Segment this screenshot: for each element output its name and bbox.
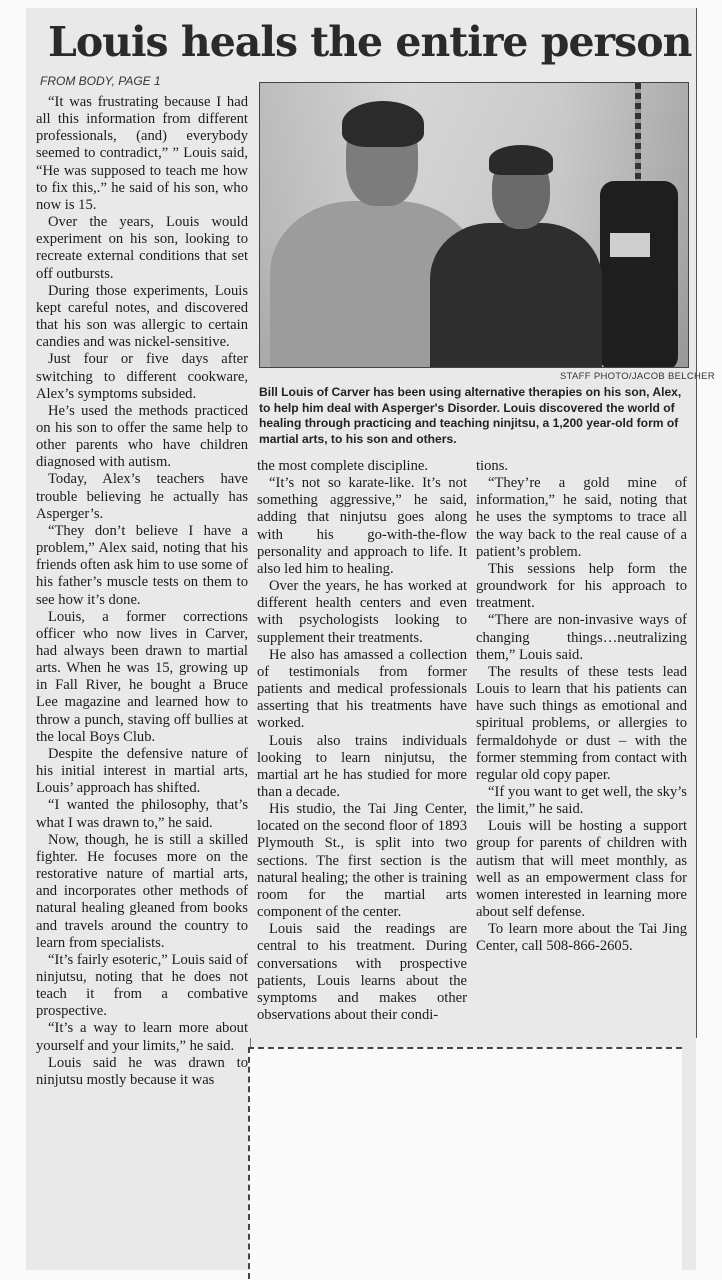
father-hair bbox=[489, 145, 553, 175]
paragraph: Now, though, he is still a skilled fighter. He focuses more on the restorative nature of martial arts, and incorporates other methods of natural healing gleaned from books and travels around the country to learn from specialists. bbox=[36, 831, 248, 951]
son-hair bbox=[342, 101, 424, 147]
paragraph: Despite the defensive nature of his initial interest in martial arts, Louis’ approach has shifted. bbox=[36, 745, 248, 797]
paragraph: Louis also trains individuals looking to learn ninjutsu, the martial art he has studied for more than a decade. bbox=[257, 732, 467, 800]
bag-label bbox=[610, 233, 650, 257]
paragraph: Louis, a former corrections officer who now lives in Carver, had always been drawn to martial arts. When he was 15, growing up in Fall River, he bought a Bruce Lee magazine and learned how to throw a punch, staving off bullies at the local Boys Club. bbox=[36, 608, 248, 745]
paragraph: Louis said the readings are central to his treatment. During conversations with prospective patients, Louis learns about the symptoms and makes other observations about their condi- bbox=[257, 921, 467, 1023]
paragraph: “If you want to get well, the sky’s the limit,” he said. bbox=[476, 783, 687, 818]
paragraph: His studio, the Tai Jing Center, located on the second floor of 1893 Plymouth St., is split into two sections. The first section is the natural healing; the other is training room for the martial arts component of the center. bbox=[257, 801, 467, 921]
photo-caption: Bill Louis of Carver has been using alternative therapies on his son, Alex, to help him deal with Asperger's Disorder. Louis discovered the world of healing through practicing and teaching ninjitsu, a 1,200 year-old form of martial arts, to his son and others. bbox=[259, 385, 682, 446]
paragraph: This sessions help form the groundwork for his approach to treatment. bbox=[476, 560, 687, 612]
paragraph: “They don’t believe I have a problem,” Alex said, noting that his friends often ask him to use some of his father’s muscle tests on them to see how it’s done. bbox=[36, 522, 248, 608]
headline: Louis heals the entire person bbox=[48, 18, 692, 66]
paragraph: Over the years, he has worked at different health centers and even with psychologists looking to supplement their treatments. bbox=[257, 578, 467, 646]
paragraph: To learn more about the Tai Jing Center, call 508-866-2605. bbox=[476, 921, 687, 955]
paragraph: Over the years, Louis would experiment on his son, looking to recreate external conditions that set off outbursts. bbox=[36, 214, 248, 282]
article-column-2 bbox=[257, 458, 467, 1024]
paragraph: Louis will be hosting a support group for parents of children with autism that will meet monthly, as well as an empowerment class for women interested in learning more about self defense. bbox=[476, 818, 687, 921]
punching-bag bbox=[600, 181, 678, 368]
paragraph: “It’s fairly esoteric,” Louis said of ninjutsu, noting that he does not teach it from a combative prospective. bbox=[36, 951, 248, 1020]
paragraph: “There are non-invasive ways of changing things…neutralizing them,” Louis said. bbox=[476, 612, 687, 663]
paragraph: Louis said he was drawn to ninjutsu mostly because it was bbox=[36, 1054, 248, 1088]
jump-line: FROM BODY, PAGE 1 bbox=[40, 74, 161, 88]
paragraph: “It’s a way to learn more about yourself and your limits,” he said. bbox=[36, 1020, 248, 1054]
bag-chain bbox=[635, 83, 641, 183]
paragraph: “I wanted the philosophy, that’s what I was drawn to,” he said. bbox=[36, 797, 248, 831]
photo-credit: STAFF PHOTO/JACOB BELCHER bbox=[560, 371, 715, 382]
paragraph: tions. bbox=[476, 458, 509, 474]
paragraph: “It’s not so karate-like. It’s not something aggressive,” he said, adding that ninjutsu goes along with his go-with-the-flow personality and approach to life. It also led him to healing. bbox=[257, 475, 467, 577]
paragraph: The results of these tests lead Louis to learn that his patients can have such things as emotional and spiritual problems, or allergies to fermaldohyde or dust – with the former stemming from contact with regular old copy paper. bbox=[476, 663, 687, 783]
article-column-3 bbox=[476, 458, 687, 956]
father-figure bbox=[430, 223, 602, 368]
paragraph: the most complete discipline. bbox=[257, 458, 429, 474]
clipping-edge bbox=[696, 8, 697, 1038]
paragraph: Just four or five days after switching to different cookware, Alex’s symptoms subsided. bbox=[36, 351, 248, 402]
paragraph: He also has amassed a collection of testimonials from former patients and medical professionals asserting that his treatments have worked. bbox=[257, 646, 467, 732]
article-column-1 bbox=[36, 94, 248, 1089]
paragraph: He’s used the methods practiced on his son to offer the same help to other parents who have children diagnosed with autism. bbox=[36, 402, 248, 471]
paragraph: “They’re a gold mine of information,” he said, noting that he uses the symptoms to trace all the way back to the real cause of a patient’s problem. bbox=[476, 475, 687, 560]
paragraph: Today, Alex’s teachers have trouble believing he actually has Asperger’s. bbox=[36, 471, 248, 522]
cut-line-box bbox=[248, 1047, 682, 1279]
paragraph: During those experiments, Louis kept careful notes, and discovered that his son was allergic to certain candies and was nickel-sensitive. bbox=[36, 282, 248, 351]
paragraph: “It was frustrating because I had all this information from different professionals, (and) everybody seemed to contradict,” ” Louis said, “He was supposed to teach me how to fix this,.” he said of his son, who now is 15. bbox=[36, 94, 248, 213]
staff-photo bbox=[259, 82, 689, 368]
